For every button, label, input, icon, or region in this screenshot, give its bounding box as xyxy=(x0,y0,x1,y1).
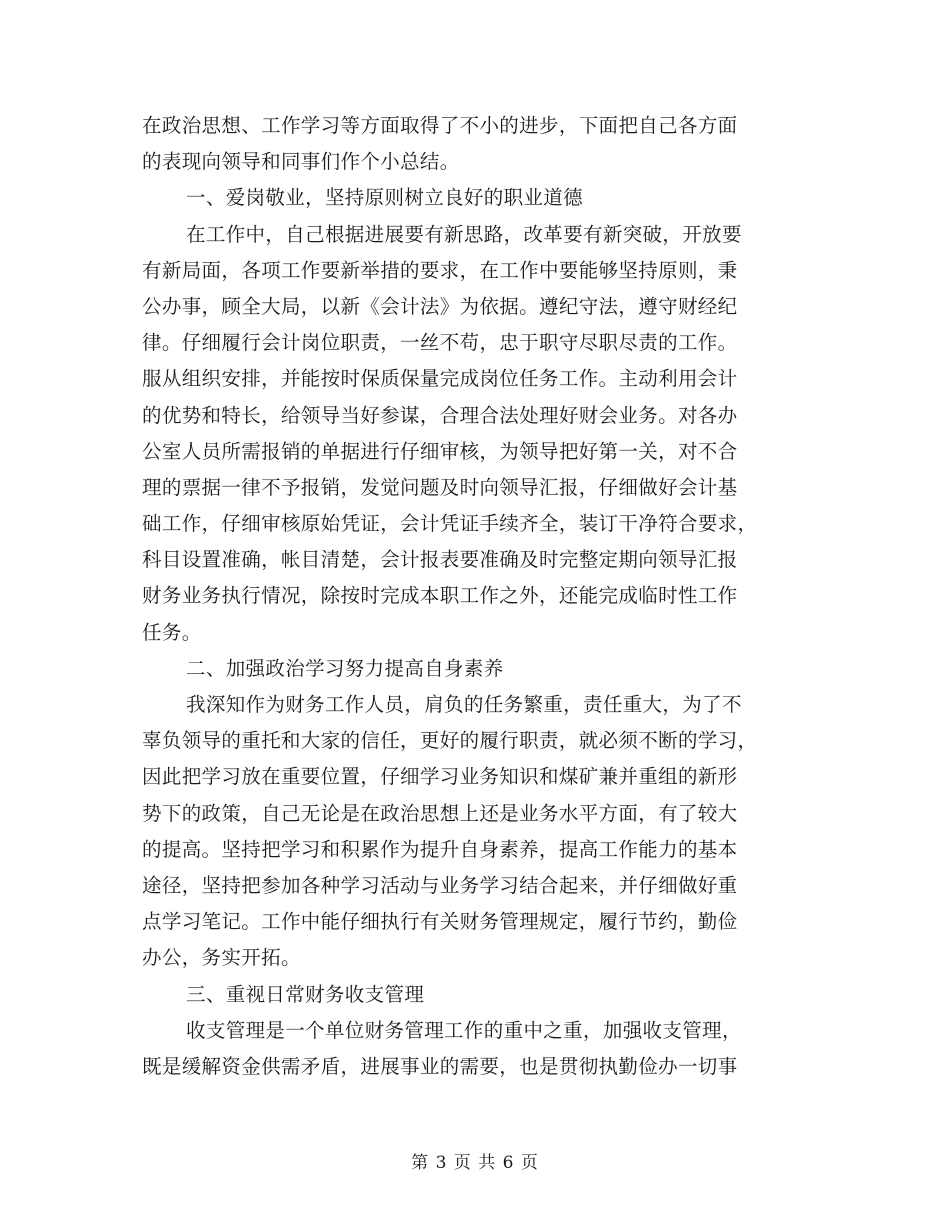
body-line: 辜负领导的重托和大家的信任，更好的履行职责，就必须不断的学习， xyxy=(142,729,758,753)
section-heading-1: 一、爱岗敬业，坚持原则树立良好的职业道德 xyxy=(186,186,584,210)
body-line: 有新局面，各项工作要新举措的要求，在工作中要能够坚持原则，秉 xyxy=(142,258,738,282)
section-heading-3: 三、重视日常财务收支管理 xyxy=(186,982,425,1006)
body-line: 础工作，仔细审核原始凭证，会计凭证手续齐全，装订干净符合要求， xyxy=(142,512,758,536)
body-line: 财务业务执行情况，除按时完成本职工作之外，还能完成临时性工作 xyxy=(142,584,738,608)
body-line: 既是缓解资金供需矛盾，进展事业的需要，也是贯彻执勤俭办一切事 xyxy=(142,1054,738,1078)
document-body xyxy=(142,108,802,1085)
body-line: 在工作中，自己根据进展要有新思路，改革要有新突破，开放要 xyxy=(186,222,742,246)
body-line: 律。仔细履行会计岗位职责，一丝不苟，忠于职守尽职尽责的工作。 xyxy=(142,331,738,355)
body-line: 任务。 xyxy=(142,620,202,644)
body-line: 的提高。坚持把学习和积累作为提升自身素养，提高工作能力的基本 xyxy=(142,837,738,861)
body-line: 办公，务实开拓。 xyxy=(142,946,301,970)
body-line: 在政治思想、工作学习等方面取得了不小的进步，下面把自己各方面 xyxy=(142,114,738,137)
body-line: 科目设置准确，帐目清楚，会计报表要准确及时完整定期向领导汇报 xyxy=(142,548,738,572)
body-line: 势下的政策，自己无论是在政治思想上还是业务水平方面，有了较大 xyxy=(142,801,738,825)
section-heading-2: 二、加强政治学习努力提高自身素养 xyxy=(186,656,504,680)
body-line: 因此把学习放在重要位置，仔细学习业务知识和煤矿兼并重组的新形 xyxy=(142,765,738,789)
body-line: 的表现向领导和同事们作个小总结。 xyxy=(142,150,460,174)
body-line: 我深知作为财务工作人员，肩负的任务繁重，责任重大，为了不 xyxy=(186,693,742,716)
page-number-footer: 第 3 页 共 6 页 xyxy=(411,1153,539,1173)
body-line: 点学习笔记。工作中能仔细执行有关财务管理规定，履行节约，勤俭 xyxy=(142,910,738,934)
body-line: 途径，坚持把参加各种学习活动与业务学习结合起来，并仔细做好重 xyxy=(142,873,738,897)
body-line: 理的票据一律不予报销，发觉问题及时向领导汇报，仔细做好会计基 xyxy=(142,475,738,499)
body-line: 公室人员所需报销的单据进行仔细审核，为领导把好第一关，对不合 xyxy=(142,439,738,463)
body-line: 的优势和特长，给领导当好参谋，合理合法处理好财会业务。对各办 xyxy=(142,403,738,427)
body-line: 收支管理是一个单位财务管理工作的重中之重，加强收支管理， xyxy=(186,1018,742,1042)
body-line: 公办事，顾全大局，以新《会计法》为依据。遵纪守法，遵守财经纪 xyxy=(142,294,738,318)
body-line: 服从组织安排，并能按时保质保量完成岗位任务工作。主动利用会计 xyxy=(142,367,738,391)
